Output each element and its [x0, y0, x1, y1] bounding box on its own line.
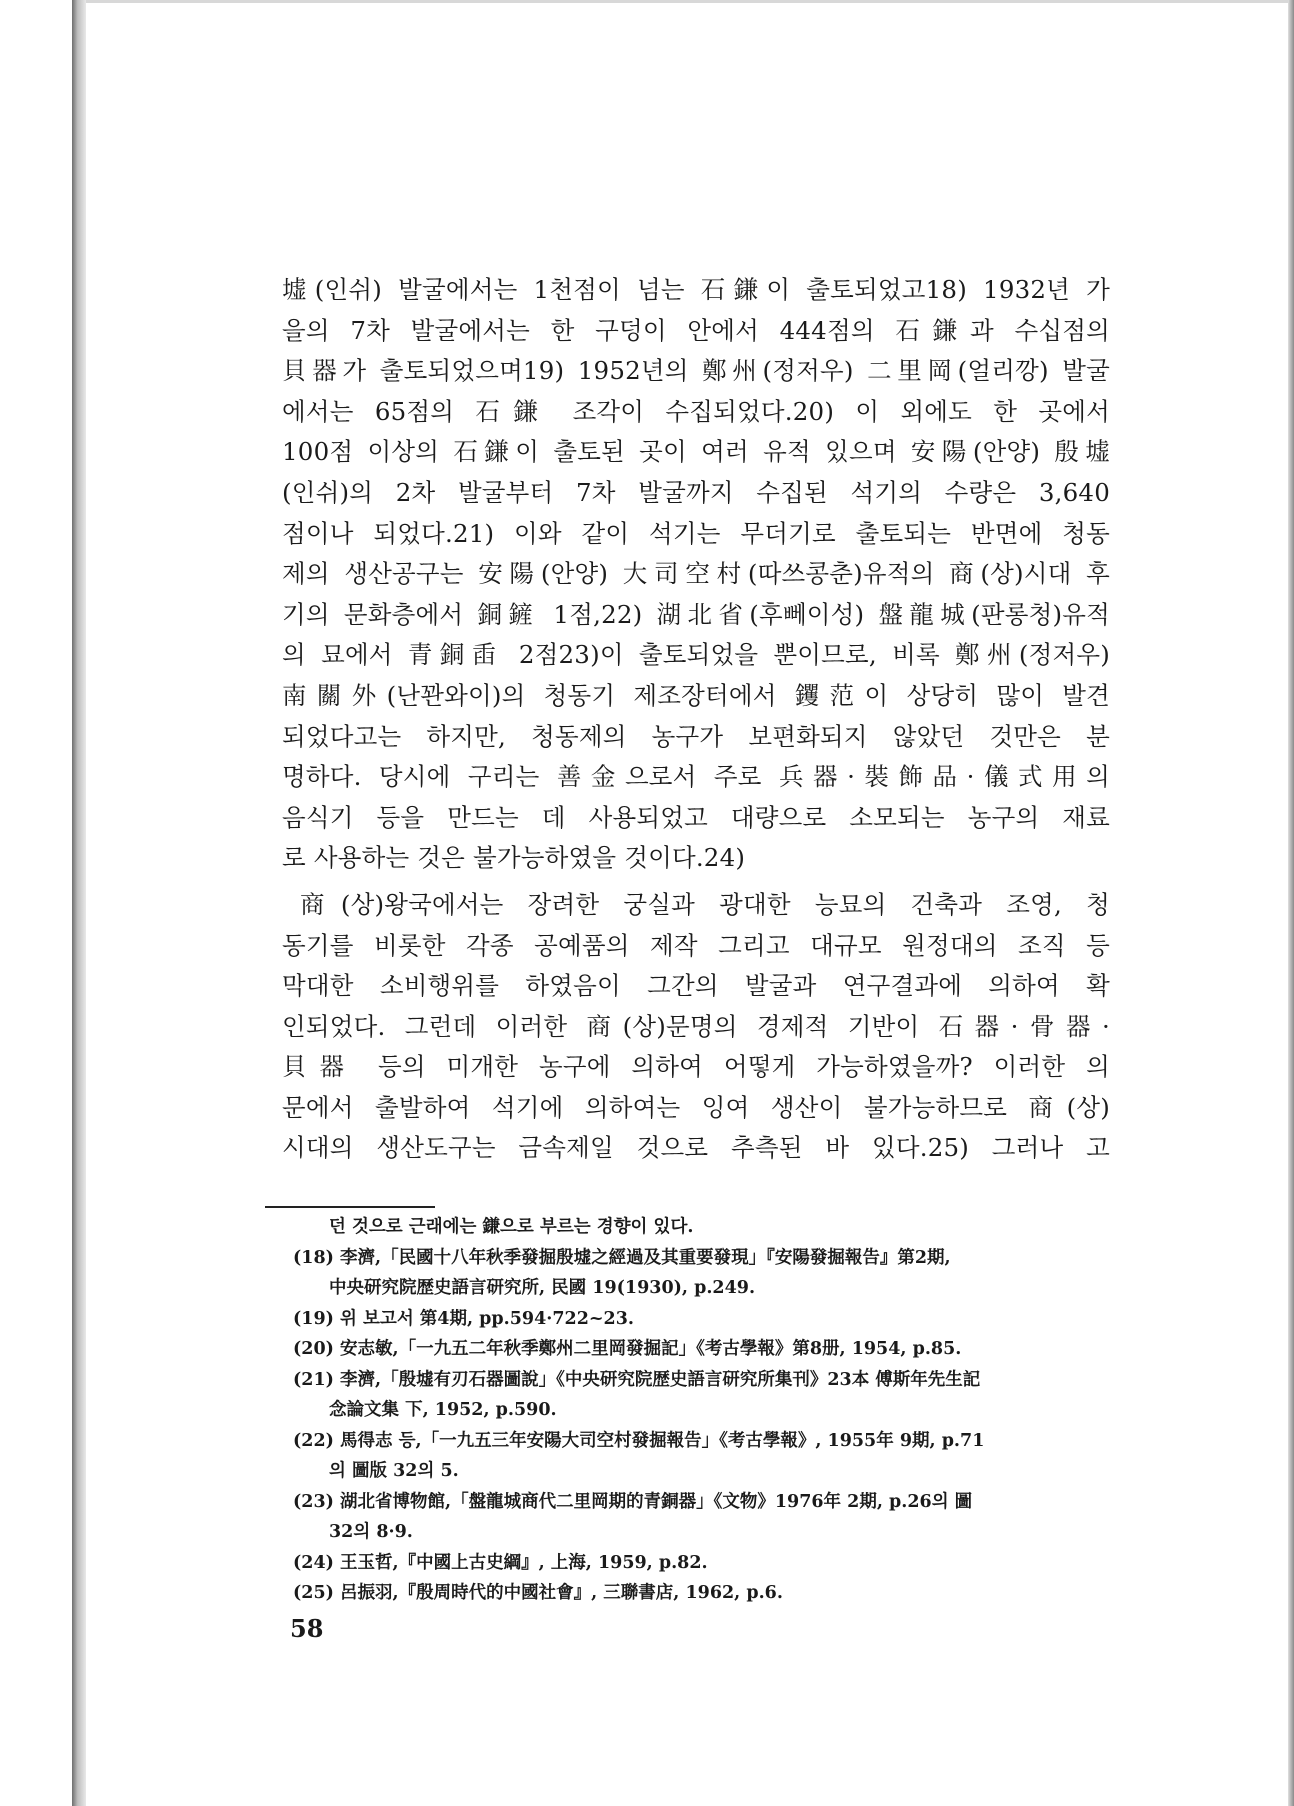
text-line: 100점 이상의 石鎌이 출토된 곳이 여러 유적 있으며 安陽(안양) 殷墟 [282, 437, 1110, 467]
text-line: 로 사용하는 것은 불가능하였을 것이다.24) [282, 843, 746, 873]
text-line: 점이나 되었다.21) 이와 같이 석기는 무더기로 출토되는 반면에 청동 [282, 518, 1110, 548]
paragraph-2 [282, 885, 1110, 1169]
footnote-18-cont: 中央研究院歴史語言研究所, 民國 19(1930), p.249. [329, 1278, 756, 1298]
text-line: 음식기 등을 만드는 데 사용되었고 대량으로 소모되는 농구의 재료 [282, 802, 1110, 832]
footnote-23: (23) 湖北省博物館,「盤龍城商代二里岡期的青銅器」《文物》1976年 2期, p.26의 圖 [293, 1491, 973, 1512]
footnote-20: (20) 安志敏,「一九五二年秋季鄭州二里岡發掘記」《考古學報》第8册, 1954, p.85. [293, 1339, 962, 1359]
text-line: 문에서 출발하여 석기에 의하여는 잉여 생산이 불가능하므로 商(상) [282, 1092, 1110, 1122]
text-line: 시대의 생산도구는 금속제일 것으로 추측된 바 있다.25) 그러나 고 [282, 1133, 1110, 1163]
footnote-18: (18) 李濟,「民國十八年秋季發掘殷墟之經過及其重要發現」『安陽發掘報告』第2期, [293, 1247, 951, 1268]
main-text [282, 270, 1110, 1169]
page-binding-edge [72, 0, 86, 1806]
text-line: 南關外(난꽌와이)의 청동기 제조장터에서 钁范이 상당히 많이 발견 [282, 680, 1110, 710]
footnote-continuation: 던 것으로 근래에는 鎌으로 부르는 경향이 있다. [329, 1217, 694, 1237]
text-line: 제의 생산공구는 安陽(안양) 大司空村(따쓰콩춘)유적의 商(상)시대 후 [282, 559, 1110, 589]
text-line: 貝器 등의 미개한 농구에 의하여 어떻게 가능하였을까? 이러한 의 [282, 1052, 1110, 1082]
text-line: 商(상)왕국에서는 장려한 궁실과 광대한 능묘의 건축과 조영, 청 [300, 889, 1110, 919]
text-line: 에서는 65점의 石鎌 조각이 수집되었다.20) 이 외에도 한 곳에서 [282, 396, 1110, 426]
text-line: 인되었다. 그런데 이러한 商(상)문명의 경제적 기반이 石器·骨器· [282, 1011, 1110, 1041]
text-line: 기의 문화층에서 銅鏟 1점,22) 湖北省(후뻬이성) 盤龍城(판롱청)유적 [282, 599, 1110, 629]
text-line: 墟(인쉬) 발굴에서는 1천점이 넘는 石鎌이 출토되었고18) 1932년 가 [282, 275, 1110, 304]
footnote-25: (25) 呂振羽,『殷周時代的中國社會』, 三聯書店, 1962, p.6. [293, 1583, 783, 1603]
footnote-divider [265, 1206, 435, 1208]
text-line: 동기를 비롯한 각종 공예품의 제작 그리고 대규모 원정대의 조직 등 [282, 930, 1110, 960]
paragraph-1 [282, 270, 1110, 879]
text-line: 막대한 소비행위를 하였음이 그간의 발굴과 연구결과에 의하여 확 [282, 971, 1110, 1001]
footnote-22: (22) 馬得志 등,「一九五三年安陽大司空村發掘報告」《考古學報》, 1955年 9期, p.71 [293, 1430, 985, 1451]
text-line: 되었다고는 하지만, 청동제의 농구가 보편화되지 않았던 것만은 분 [282, 721, 1110, 751]
text-line: (인쉬)의 2차 발굴부터 7차 발굴까지 수집된 석기의 수량은 3,640 [282, 477, 1110, 507]
footnote-19: (19) 위 보고서 第4期, pp.594·722~23. [293, 1308, 634, 1329]
text-line: 貝器가 출토되었으며19) 1952년의 鄭州(정저우) 二里岡(얼리깡) 발굴 [282, 356, 1110, 386]
footnote-23-cont: 32의 8·9. [329, 1522, 413, 1542]
footnote-21-cont: 念論文集 下, 1952, p.590. [329, 1400, 557, 1420]
footnote-24: (24) 王玉哲,『中國上古史綱』, 上海, 1959, p.82. [293, 1552, 708, 1573]
page-number: 58 [290, 1614, 324, 1643]
footnotes [293, 1212, 1113, 1609]
text-line: 의 묘에서 青銅臿 2점23)이 출토되었을 뿐이므로, 비록 鄭州(정저우) [282, 640, 1110, 670]
text-line: 을의 7차 발굴에서는 한 구덩이 안에서 444점의 石鎌과 수십점의 [282, 315, 1110, 345]
page-right-edge [1288, 0, 1294, 1806]
footnote-21: (21) 李濟,「殷墟有刃石器圖說」《中央研究院歴史語言研究所集刊》23本 傅斯年先生記 [293, 1369, 981, 1390]
footnote-22-cont: 의 圖版 32의 5. [329, 1461, 459, 1481]
scan-top-shadow [86, 0, 1288, 3]
text-line: 명하다. 당시에 구리는 善金으로서 주로 兵器·裝飾品·儀式用의 [282, 762, 1110, 792]
